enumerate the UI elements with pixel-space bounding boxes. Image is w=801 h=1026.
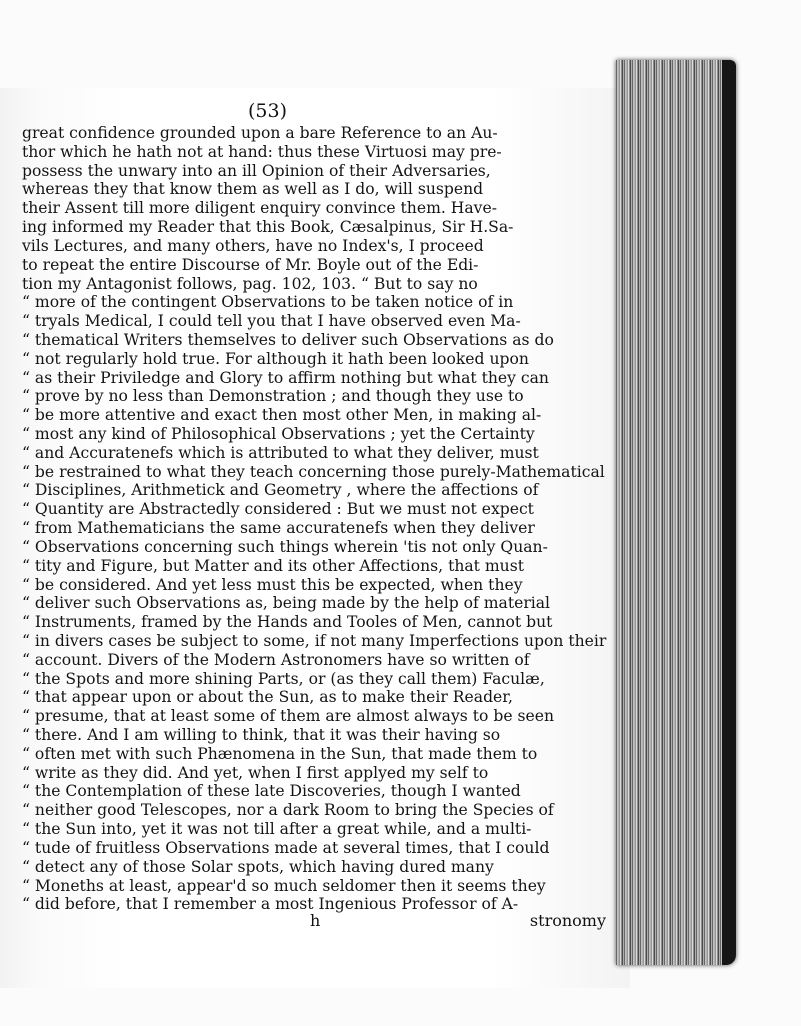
text-line: vils Lectures, and many others, have no Index's, I proceed	[22, 236, 484, 255]
text-line: “ Observations concerning such things wherein 'tis not only Quan-	[22, 537, 548, 556]
catchword-row	[22, 911, 614, 934]
text-line: “ Disciplines, Arithmetick and Geometry , where the affections of	[22, 481, 539, 500]
text-line: “ Quantity are Abstractedly considered : But we must not expect	[22, 500, 534, 519]
text-line: “ most any kind of Philosophical Observations ; yet the Certainty	[22, 425, 535, 443]
text-line: to repeat the entire Discourse of Mr. Boyle out of the Edi-	[22, 255, 479, 274]
text-line: “ thematical Writers themselves to deliver such Observations as do	[22, 330, 554, 349]
text-line: “ in divers cases be subject to some, if not many Imperfections upon their	[22, 631, 607, 650]
text-line: “ account. Divers of the Modern Astronomers have so written of	[22, 650, 530, 669]
text-line: “ often met with such Phænomena in the Sun, that made them to	[22, 744, 538, 763]
text-line: “ did before, that I remember a most Ingenious Professor of A-	[22, 895, 519, 914]
text-line: “ that appear upon or about the Sun, as to make their Reader,	[22, 688, 513, 707]
book-fore-edge	[616, 60, 736, 965]
text-line: “ be considered. And yet less must this be expected, when they	[22, 575, 523, 594]
text-line: “ tity and Figure, but Matter and its other Affections, that must	[22, 556, 524, 575]
text-line: “ be more attentive and exact then most other Men, in making al-	[22, 406, 542, 425]
text-line: whereas they that know them as well as I do, will suspend	[22, 180, 484, 199]
text-line: “ more of the contingent Observations to be taken notice of in	[22, 293, 514, 312]
text-line: “ there. And I am willing to think, that it was their having so	[22, 726, 501, 744]
text-lines	[22, 124, 614, 914]
body-text	[22, 124, 614, 934]
text-line: “ presume, that at least some of them are almost always to be seen	[22, 707, 555, 726]
text-line: great confidence grounded upon a bare Reference to an Au-	[22, 124, 498, 142]
page-number: (53)	[248, 100, 288, 122]
text-line: “ neither good Telescopes, nor a dark Room to bring the Species of	[22, 801, 554, 820]
text-line: their Assent till more diligent enquiry convince them. Have-	[22, 199, 497, 218]
text-line: “ and Accuratenefs which is attributed to what they deliver, must	[22, 443, 539, 462]
text-line: “ tryals Medical, I could tell you that I have observed even Ma-	[22, 312, 521, 331]
text-line: “ the Contemplation of these late Discoveries, though I wanted	[22, 782, 521, 801]
text-line: “ the Sun into, yet it was not till after a great while, and a multi-	[22, 820, 532, 839]
text-line: “ be restrained to what they teach concerning those purely-Mathematical	[22, 462, 605, 481]
text-line: ing informed my Reader that this Book, Cæsalpinus, Sir H.Sa-	[22, 218, 514, 237]
text-line: “ detect any of those Solar spots, which having dured many	[22, 857, 494, 876]
signature-mark: h	[310, 911, 321, 931]
text-line: possess the unwary into an ill Opinion of their Adversaries,	[22, 161, 491, 180]
text-line: “ not regularly hold true. For although it hath been looked upon	[22, 349, 529, 368]
text-line: “ tude of fruitless Observations made at several times, that I could	[22, 838, 550, 857]
text-line: tion my Antagonist follows, pag. 102, 103. “ But to say no	[22, 274, 478, 293]
text-line: “ Instruments, framed by the Hands and Tooles of Men, cannot but	[22, 613, 553, 632]
text-line: “ as their Priviledge and Glory to affirm nothing but what they can	[22, 368, 549, 387]
text-line: thor which he hath not at hand: thus these Virtuosi may pre-	[22, 142, 502, 161]
text-line: “ the Spots and more shining Parts, or (as they call them) Faculæ,	[22, 669, 545, 688]
text-line: “ prove by no less than Demonstration ; and though they use to	[22, 387, 524, 406]
text-line: “ write as they did. And yet, when I first applyed my self to	[22, 763, 489, 782]
catchword: stronomy	[529, 911, 606, 931]
text-line: “ Moneths at least, appear'd so much seldomer then it seems they	[22, 876, 546, 895]
text-line: “ from Mathematicians the same accuratenefs when they deliver	[22, 519, 535, 538]
text-line: “ deliver such Observations as, being made by the help of material	[22, 594, 551, 613]
